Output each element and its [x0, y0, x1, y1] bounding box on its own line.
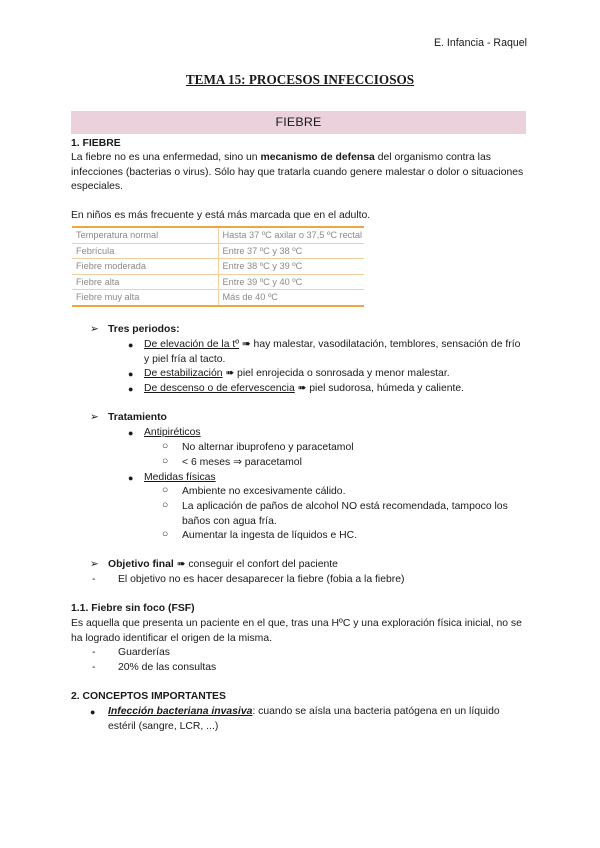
subitem-text: < 6 meses ⇒ paracetamol [182, 457, 302, 468]
subitem-text: La aplicación de paños de alcohol NO está recomendada, tampoco los baños con agua fría. [182, 501, 508, 527]
period-term: De estabilización [144, 368, 223, 379]
dash-marker: - [92, 647, 96, 658]
bold-term: mecanismo de defensa [260, 152, 375, 163]
treatment-subitem [162, 500, 524, 530]
temperature-row [72, 227, 364, 243]
dash-marker: - [92, 662, 96, 673]
arrow-sep: ➠ [294, 383, 310, 394]
arrow-sep: ➠ [173, 559, 189, 570]
treatment-item [128, 471, 524, 486]
temperature-row [72, 290, 364, 306]
section-band [71, 111, 526, 134]
section-1-heading: 1. FIEBRE [71, 138, 121, 149]
temperature-row [72, 243, 364, 259]
bullet-icon: ● [128, 473, 134, 483]
temperature-label: Temperatura normal [72, 227, 218, 243]
concept-term: Infección bacteriana invasiva [108, 706, 253, 717]
header-author: E. Infancia - Raquel [433, 37, 527, 49]
circle-bullet-icon: ○ [162, 529, 169, 540]
bullet-icon: ● [128, 340, 134, 350]
temperature-value: Hasta 37 ºC axilar o 37,5 ºC rectal [218, 227, 364, 243]
fsf-item-text: 20% de las consultas [118, 662, 217, 673]
circle-bullet-icon: ○ [162, 456, 169, 467]
arrow-icon: ➢ [90, 559, 99, 570]
arrow-sep: ➠ [239, 339, 254, 350]
arrow-icon: ➢ [90, 324, 99, 335]
subitem-text: No alternar ibuprofeno y paracetamol [182, 442, 354, 453]
section-1-paragraph [71, 151, 531, 195]
period-desc: piel sudorosa, húmeda y caliente. [309, 383, 465, 394]
temperature-label: Fiebre muy alta [72, 290, 218, 306]
temperature-table [72, 226, 364, 307]
goal-subitem [92, 573, 404, 588]
bullet-icon: ● [128, 369, 134, 379]
treatment-item [128, 426, 524, 441]
page-title: TEMA 15: PROCESOS INFECCIOSOS [185, 72, 415, 87]
circle-bullet-icon: ○ [162, 500, 169, 511]
period-item [128, 338, 524, 368]
temperature-row [72, 259, 364, 275]
temperature-label: Febrícula [72, 243, 218, 259]
period-item [128, 367, 524, 382]
bullet-icon: ● [90, 707, 96, 717]
bullet-icon: ● [128, 384, 134, 394]
section-band-label: FIEBRE [275, 115, 322, 130]
temperature-row [72, 274, 364, 290]
subitem-text: Ambiente no excesivamente cálido. [182, 486, 346, 497]
subitem-text: Aumentar la ingesta de líquidos e HC. [182, 530, 358, 541]
section-2-heading: 2. CONCEPTOS IMPORTANTES [71, 691, 226, 702]
treatment-subitem [162, 529, 524, 544]
temperature-value: Más de 40 ºC [218, 290, 364, 306]
treatment-subitem [162, 456, 524, 471]
temperature-label: Fiebre moderada [72, 259, 218, 275]
temperature-value: Entre 38 ºC y 39 ºC [218, 259, 364, 275]
section-1-1-paragraph: Es aquella que presenta un paciente en el que, tras una HºC y una exploración física inicial, no se ha logrado identificar el origen de la misma. [71, 618, 522, 644]
periods-heading [90, 323, 180, 338]
temperature-value: Entre 39 ºC y 40 ºC [218, 274, 364, 290]
fsf-item [92, 661, 216, 676]
treatment-label: Medidas físicas [144, 472, 216, 483]
circle-bullet-icon: ○ [162, 441, 169, 452]
arrow-icon: ➢ [90, 412, 99, 423]
period-item [128, 382, 524, 397]
arrow-sep: ➠ [222, 368, 238, 379]
temperature-label: Fiebre alta [72, 274, 218, 290]
period-desc: piel enrojecida o sonrosada y menor malestar. [237, 368, 450, 379]
period-term: De descenso o de efervescencia [144, 383, 295, 394]
section-1-1-heading: 1.1. Fiebre sin foco (FSF) [71, 603, 195, 614]
periods-heading-text: Tres periodos: [108, 324, 180, 335]
circle-bullet-icon: ○ [162, 485, 169, 496]
treatment-label: Antipiréticos [144, 427, 201, 438]
goal-heading [90, 558, 338, 573]
treatment-heading-text: Tratamiento [108, 412, 167, 423]
concept-item [90, 705, 526, 735]
bullet-icon: ● [128, 428, 134, 438]
goal-sub-text: El objetivo no es hacer desaparecer la fiebre (fobia a la fiebre) [118, 574, 405, 585]
dash-marker: - [92, 574, 96, 585]
temperature-value: Entre 37 ºC y 38 ºC [218, 243, 364, 259]
goal-heading-text: Objetivo final [108, 559, 174, 570]
text-span: del organismo contra las infecciones (bacterias o virus). Sólo hay que tratarla cuando genere malestar o dolor o situaciones especiales. [71, 152, 524, 192]
goal-desc: conseguir el confort del paciente [188, 559, 338, 570]
treatment-subitem [162, 441, 524, 456]
fsf-item [92, 646, 170, 661]
period-term: De elevación de la tº [144, 339, 240, 350]
treatment-heading [90, 411, 167, 426]
period-desc: hay malestar, vasodilatación, temblores, sensación de frío y piel fría al tacto. [144, 339, 521, 365]
text-span: La fiebre no es una enfermedad, sino un [71, 152, 261, 163]
concept-desc: : cuando se aísla una bacteria patógena en un líquido estéril (sangre, LCR, ...) [108, 706, 500, 732]
fsf-item-text: Guarderías [118, 647, 170, 658]
treatment-subitem [162, 485, 524, 500]
section-1-paragraph-2: En niños es más frecuente y está más marcada que en el adulto. [71, 210, 371, 221]
